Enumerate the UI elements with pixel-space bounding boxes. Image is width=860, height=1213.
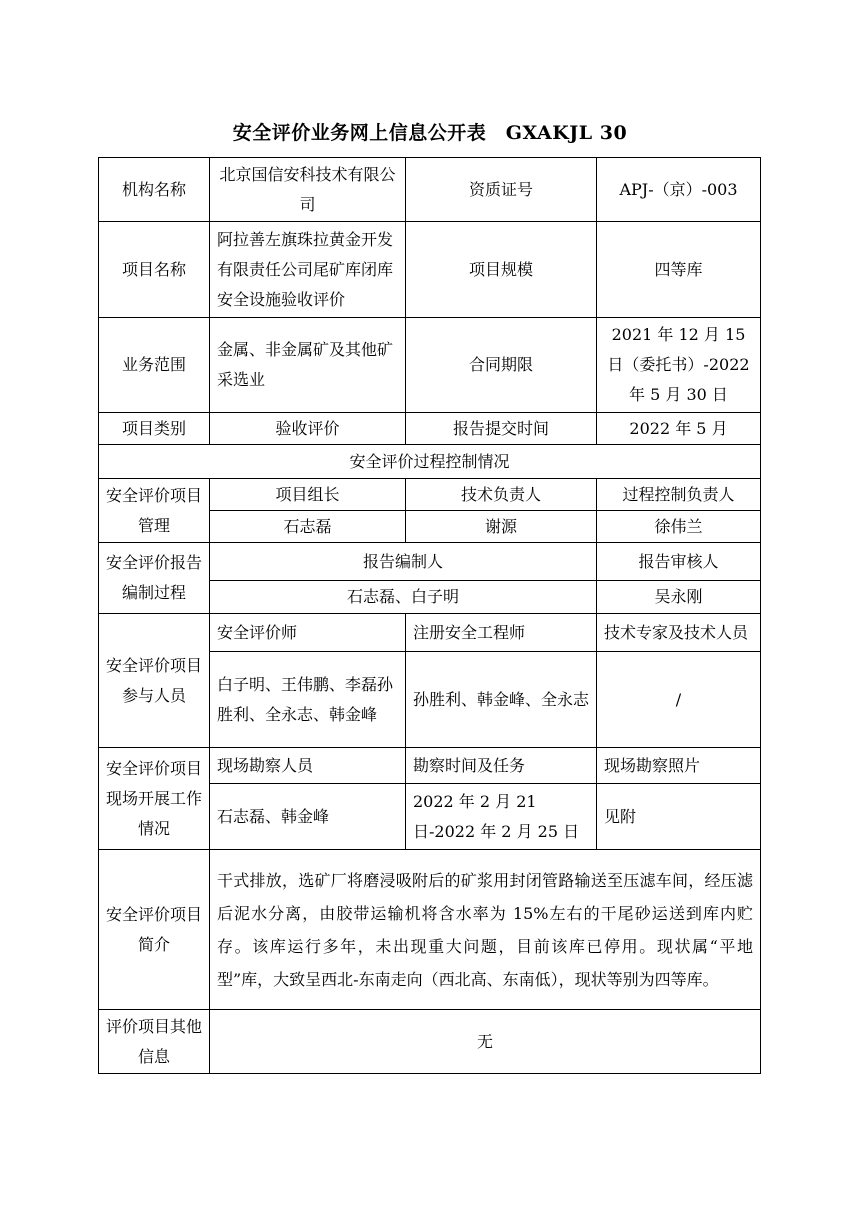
survey-time-label: 勘察时间及任务: [406, 748, 597, 784]
category-label: 项目类别: [99, 413, 210, 445]
survey-label: 安全评价项目现场开展工作情况: [99, 748, 210, 850]
table-row: [99, 413, 761, 445]
management-label: 安全评价项目管理: [99, 479, 210, 543]
expert-value: /: [597, 652, 761, 748]
contract-value: 2021 年 12 月 15 日（委托书）-2022 年 5 月 30 日: [597, 318, 761, 413]
table-row: [99, 479, 761, 511]
evaluator-label: 安全评价师: [210, 614, 406, 652]
cert-value: APJ-（京）-003: [597, 158, 761, 222]
table-row: [99, 850, 761, 1010]
table-row: [99, 748, 761, 784]
project-name-label: 项目名称: [99, 222, 210, 318]
safety-engineer-label: 注册安全工程师: [406, 614, 597, 652]
business-scope-label: 业务范围: [99, 318, 210, 413]
report-reviewer-label: 报告审核人: [597, 543, 761, 581]
control-section-title: 安全评价过程控制情况: [99, 445, 761, 479]
survey-photo-value: 见附: [597, 784, 761, 850]
survey-staff-label: 现场勘察人员: [210, 748, 406, 784]
info-table: [98, 157, 761, 1074]
table-row: [99, 222, 761, 318]
org-name-value: 北京国信安科技术有限公司: [210, 158, 406, 222]
submit-time-label: 报告提交时间: [406, 413, 597, 445]
page-title: 安全评价业务网上信息公开表 GXAKJL 30: [232, 122, 628, 144]
contract-label: 合同期限: [406, 318, 597, 413]
tech-lead-label: 技术负责人: [406, 479, 597, 511]
business-scope-value: 金属、非金属矿及其他矿采选业: [210, 318, 406, 413]
table-row: [99, 158, 761, 222]
other-info-value: 无: [210, 1010, 761, 1074]
personnel-label: 安全评价项目参与人员: [99, 614, 210, 748]
report-label: 安全评价报告编制过程: [99, 543, 210, 614]
leader-value: 石志磊: [210, 511, 406, 543]
survey-photo-label: 现场勘察照片: [597, 748, 761, 784]
submit-time-value: 2022 年 5 月: [597, 413, 761, 445]
table-row: [99, 445, 761, 479]
table-row: [99, 1010, 761, 1074]
project-scale-label: 项目规模: [406, 222, 597, 318]
category-value: 验收评价: [210, 413, 406, 445]
process-control-label: 过程控制负责人: [597, 479, 761, 511]
table-row: [99, 318, 761, 413]
safety-engineer-value: 孙胜利、韩金峰、全永志: [406, 652, 597, 748]
org-name-label: 机构名称: [99, 158, 210, 222]
leader-label: 项目组长: [210, 479, 406, 511]
process-control-value: 徐伟兰: [597, 511, 761, 543]
summary-label: 安全评价项目简介: [99, 850, 210, 1010]
survey-time-value: 2022 年 2 月 21 日-2022 年 2 月 25 日: [406, 784, 597, 850]
other-info-label: 评价项目其他信息: [99, 1010, 210, 1074]
project-name-value: 阿拉善左旗珠拉黄金开发有限责任公司尾矿库闭库安全设施验收评价: [210, 222, 406, 318]
report-reviewer-value: 吴永刚: [597, 581, 761, 614]
table-row: [99, 614, 761, 652]
report-author-label: 报告编制人: [210, 543, 597, 581]
cert-label: 资质证号: [406, 158, 597, 222]
tech-lead-value: 谢源: [406, 511, 597, 543]
summary-text: 干式排放，选矿厂将磨浸吸附后的矿浆用封闭管路输送至压滤车间，经压滤后泥水分离，由胶带运输机将含水率为 15%左右的干尾砂运送到库内贮存。该库运行多年，未出现重大问题，目前该库已停用。现状属“平地型”库，大致呈西北-东南走向（西北高、东南低），现状等别为四等库。: [210, 850, 761, 1010]
project-scale-value: 四等库: [597, 222, 761, 318]
expert-label: 技术专家及技术人员: [597, 614, 761, 652]
table-row: [99, 543, 761, 581]
survey-staff-value: 石志磊、韩金峰: [210, 784, 406, 850]
evaluator-value: 白子明、王伟鹏、李磊孙胜利、全永志、韩金峰: [210, 652, 406, 748]
report-author-value: 石志磊、白子明: [210, 581, 597, 614]
